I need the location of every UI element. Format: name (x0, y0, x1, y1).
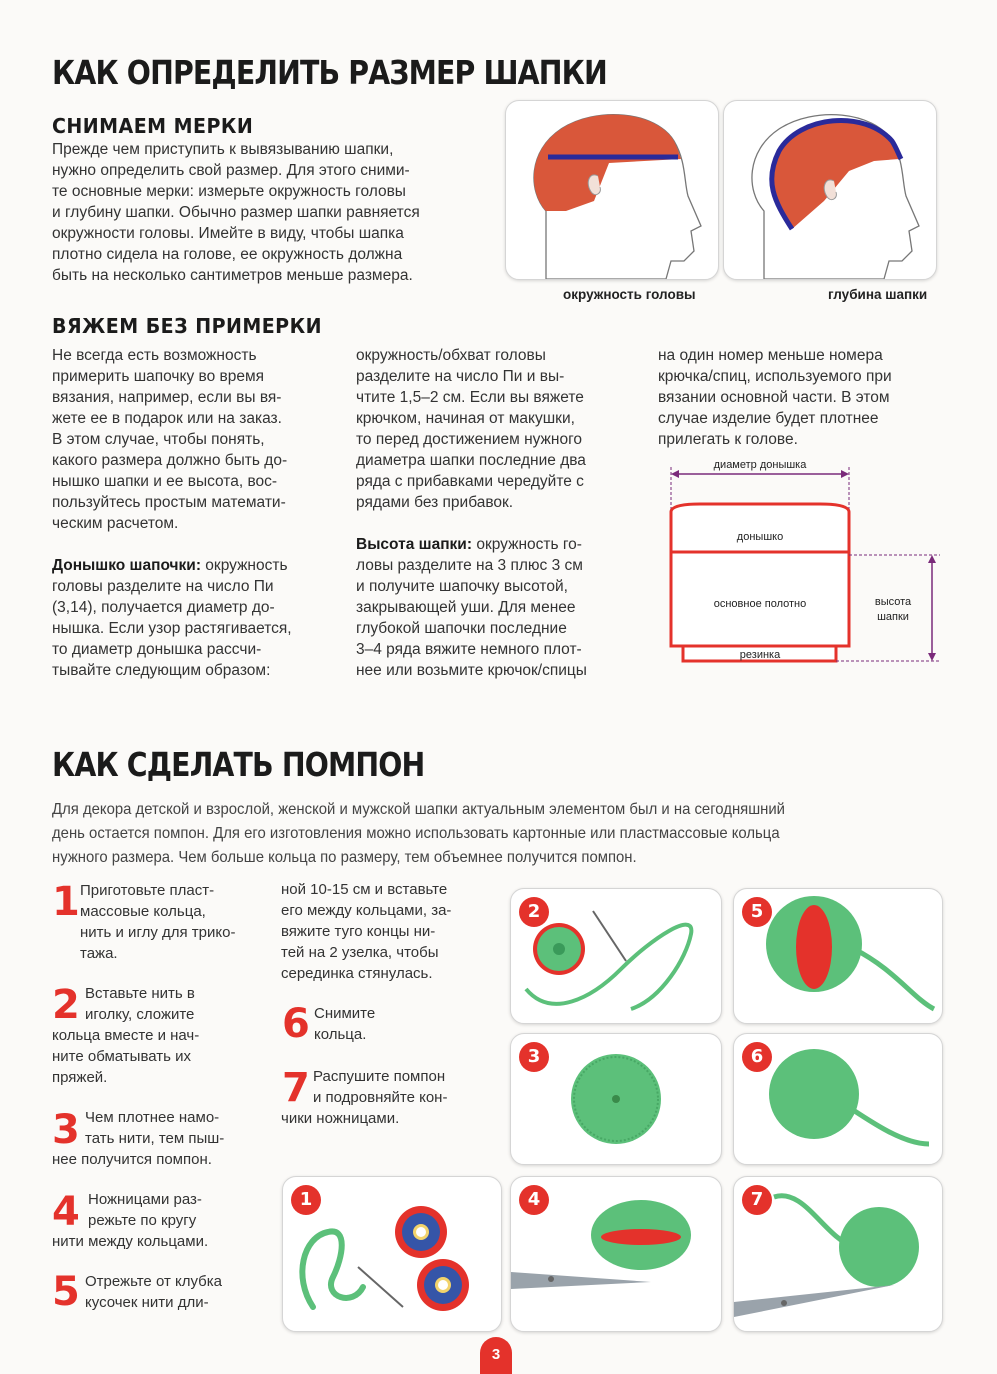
text-line: Ножницами раз- (88, 1191, 202, 1208)
text-line: нужного размера. Чем больше кольца по размеру, тем объемнее получится помпон. (52, 849, 637, 866)
step-number-6: 6 (282, 1001, 310, 1047)
text-line: те основные мерки: измерьте окружность головы (52, 183, 406, 200)
text-line: Снимите (314, 1005, 376, 1022)
label-hat-height: высота (874, 596, 912, 608)
text-line: вяжите туго концы ни- (281, 923, 436, 940)
text-line: пряжей. (52, 1069, 108, 1086)
text-line: диаметра шапки последние два (356, 452, 586, 469)
text-line: ловы разделите на 3 плюс 3 см (356, 557, 583, 574)
step-3-text (85, 1107, 224, 1149)
photo-step-6 (733, 1033, 943, 1165)
label-hat-height-2: шапки (877, 611, 909, 623)
text-line: ряда с прибавками чередуйте с (356, 473, 584, 490)
text-line: тывайте следующим образом: (52, 662, 271, 679)
text-line: глубокой шапочки последние (356, 620, 567, 637)
text-line: чтите 1,5–2 см. Если вы вяжете (356, 389, 584, 406)
text-line: нее или возьмите крючок/спицы (356, 662, 587, 679)
text-line: тажа. (80, 945, 118, 962)
step-2-text (85, 983, 195, 1025)
bold-term: Донышко шапочки: (52, 557, 201, 574)
text-line: Чем плотнее намо- (85, 1109, 220, 1126)
text-fragment: окружность (200, 557, 288, 574)
text-line: массовые кольца, (80, 903, 206, 920)
text-line: окружность/обхват головы (356, 347, 546, 364)
text-line: и получите шапочку высотой, (356, 578, 568, 595)
text-line (52, 555, 342, 576)
step-number-4: 4 (52, 1189, 80, 1235)
text-line: Отрежьте от клубка (85, 1273, 222, 1290)
text-line: нее получится помпон. (52, 1151, 212, 1168)
head-profile-illustration (724, 101, 936, 279)
text-line: нити между кольцами. (52, 1233, 209, 1250)
photo-step-1 (282, 1176, 502, 1332)
text-line: тать нити, тем пыш- (85, 1130, 225, 1147)
pompom-intro (52, 798, 889, 870)
text-column-2 (356, 345, 646, 681)
step-number-2: 2 (52, 982, 80, 1028)
text-line: кольца. (314, 1026, 367, 1043)
text-column-3 (658, 345, 948, 450)
text-line: крючка/спиц, используемого при (658, 368, 892, 385)
text-line: его между кольцами, за- (281, 902, 452, 919)
text-line: Распушите помпон (313, 1068, 446, 1085)
head-profile-illustration (506, 101, 718, 279)
text-line: ной 10-15 см и вставьте (281, 881, 448, 898)
text-line: чики ножницами. (281, 1110, 400, 1127)
text-line: прилегать к голове. (658, 431, 798, 448)
text-line: на один номер меньше номера (658, 347, 883, 364)
head-depth-image (723, 100, 937, 280)
text-line: то диаметр донышка рассчи- (52, 641, 262, 658)
text-line: и подровняйте кон- (313, 1089, 448, 1106)
label-crown-diameter: диаметр донышка (713, 459, 807, 471)
label-ribbing: резинка (739, 649, 781, 661)
pompom-title: КАК СДЕЛАТЬ ПОМПОН (52, 745, 425, 784)
text-column-1 (52, 345, 342, 681)
page-title: КАК ОПРЕДЕЛИТЬ РАЗМЕР ШАПКИ (52, 53, 607, 92)
text-line: быть на несколько сантиметров меньше размера. (52, 267, 413, 284)
text-line: плотно сидела на голове, ее окружность должна (52, 246, 403, 263)
text-line: нить и иглу для трико- (80, 924, 236, 941)
subheading-no-fitting: ВЯЖЕМ БЕЗ ПРИМЕРКИ (52, 314, 322, 338)
step-number-1: 1 (52, 879, 80, 925)
photo-step-3 (510, 1033, 722, 1165)
text-line: жете ее в подарок или на заказ. (52, 410, 282, 427)
text-line: (3,14), получается диаметр до- (52, 599, 275, 616)
text-line: вязании основной части. В этом (658, 389, 890, 406)
text-line (356, 534, 646, 555)
label-main-body: основное полотно (713, 598, 807, 610)
step-2-text-cont (52, 1025, 199, 1088)
text-line: головы разделите на число Пи (52, 578, 274, 595)
photo-badge-5: 5 (742, 897, 772, 927)
photo-step-2 (510, 888, 722, 1024)
photo-step-7 (733, 1176, 943, 1332)
text-line: нышко шапки и ее высота, вос- (52, 473, 278, 490)
text-line: и глубину шапки. Обычно размер шапки равняется (52, 204, 420, 221)
step-5-text-cont (281, 879, 451, 984)
step-number-7: 7 (282, 1065, 310, 1111)
step-4-text (88, 1189, 202, 1231)
text-line: случае изделие будет плотнее (658, 410, 879, 427)
text-line: Вставьте нить в (85, 985, 195, 1002)
photo-badge-1: 1 (291, 1185, 321, 1215)
photo-badge-3: 3 (519, 1042, 549, 1072)
text-line: кусочек нити дли- (85, 1294, 209, 1311)
photo-badge-4: 4 (519, 1185, 549, 1215)
text-fragment: окружность го- (472, 536, 582, 553)
text-line: день остается помпон. Для его изготовления можно использовать картонные или пластмассовые кольца (52, 825, 780, 842)
step-3-text-cont (52, 1149, 212, 1170)
text-line: окружности головы. Имейте в виду, чтобы шапка (52, 225, 404, 242)
text-line: 3–4 ряда вяжите немного плот- (356, 641, 582, 658)
bold-term: Высота шапки: (356, 536, 473, 553)
step-7-text-cont (281, 1108, 399, 1129)
text-line: В этом случае, чтобы понять, (52, 431, 265, 448)
text-line: иголку, сложите (85, 1006, 195, 1023)
head-circumference-image (505, 100, 719, 280)
step-number-3: 3 (52, 1107, 80, 1153)
text-line: рядами без прибавок. (356, 494, 514, 511)
photo-badge-2: 2 (519, 897, 549, 927)
text-line: Для декора детской и взрослой, женской и мужской шапки актуальным элементом был и на сегодняшний (52, 801, 785, 818)
photo-step-4 (510, 1176, 722, 1332)
intro-paragraph (52, 139, 492, 286)
text-line: крючком, начиная от макушки, (356, 410, 575, 427)
text-line: ните обматывать их (52, 1048, 191, 1065)
text-line: пользуйтесь простым математи- (52, 494, 286, 511)
step-7-text (313, 1066, 447, 1108)
step-number-5: 5 (52, 1269, 80, 1315)
text-line: Приготовьте пласт- (80, 882, 215, 899)
photo-step-5 (733, 888, 943, 1024)
label-crown: донышко (736, 531, 784, 543)
page-number: 3 (480, 1337, 512, 1374)
photo-badge-7: 7 (742, 1185, 772, 1215)
text-line: нышка. Если узор растягивается, (52, 620, 292, 637)
photo-badge-6: 6 (742, 1042, 772, 1072)
text-line: разделите на число Пи и вы- (356, 368, 565, 385)
text-line: примерить шапочку во время (52, 368, 265, 385)
text-line: кольца вместе и нач- (52, 1027, 200, 1044)
step-1-text (80, 880, 235, 964)
step-5-text (85, 1271, 222, 1313)
text-line: режьте по кругу (88, 1212, 197, 1229)
text-line: Прежде чем приступить к вывязыванию шапки, (52, 141, 394, 158)
text-line: нужно определить свой размер. Для этого сними- (52, 162, 410, 179)
step-6-text (314, 1003, 375, 1045)
step-4-text-cont (52, 1231, 208, 1252)
text-line: закрывающей уши. Для менее (356, 599, 576, 616)
text-line: то перед достижением нужного (356, 431, 583, 448)
text-line: Не всегда есть возможность (52, 347, 257, 364)
caption-head-circumference: окружность головы (563, 287, 696, 302)
text-line: тей на 2 узелка, чтобы (281, 944, 439, 961)
caption-hat-depth: глубина шапки (828, 287, 928, 302)
hat-size-diagram (660, 452, 945, 672)
subheading-measurements: СНИМАЕМ МЕРКИ (52, 114, 254, 138)
text-line: вязания, например, если вы вя- (52, 389, 282, 406)
text-line: какого размера должно быть до- (52, 452, 288, 469)
text-line: серединка стянулась. (281, 965, 433, 982)
text-line: ческим расчетом. (52, 515, 179, 532)
